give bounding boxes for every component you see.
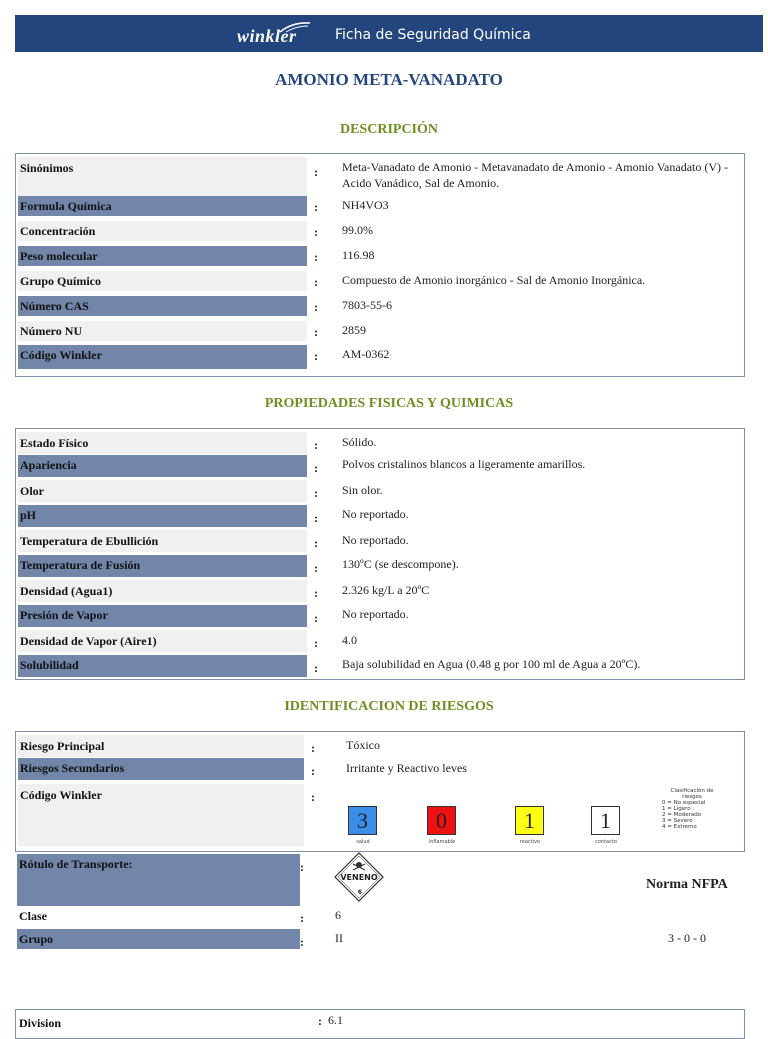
nfpa-contact-box: 1	[591, 806, 620, 835]
row-label: Densidad (Agua1)	[18, 580, 307, 602]
nfpa-flammability-caption: inflamable	[428, 839, 456, 845]
nfpa-health-box: 3	[348, 806, 377, 835]
row-colon: :	[314, 636, 318, 650]
row-label: Riesgo Principal	[18, 735, 304, 757]
row-value: 130ºC (se descompone).	[342, 557, 459, 571]
table-row	[18, 480, 743, 502]
table-row	[18, 321, 743, 341]
row-label: Código Winkler	[18, 345, 307, 369]
row-colon: :	[314, 349, 318, 363]
grupo-value: II	[335, 931, 343, 945]
table-row	[18, 784, 743, 846]
row-colon: :	[314, 438, 318, 452]
row-label: Apariencia	[18, 455, 307, 477]
row-value: 2.326 kg/L a 20ºC	[342, 583, 430, 597]
row-label: Formula Química	[18, 196, 307, 216]
row-value: Irritante y Reactivo leves	[346, 761, 467, 775]
row-label: Grupo Químico	[18, 271, 307, 291]
winkler-logo: winkler	[237, 26, 297, 46]
division-value: 6.1	[328, 1013, 343, 1027]
table-row	[18, 345, 743, 369]
section-title-propiedades: PROPIEDADES FISICAS Y QUIMICAS	[264, 396, 514, 411]
row-label: Código Winkler	[18, 784, 304, 846]
placard-text: VENENO	[340, 873, 378, 882]
row-colon: :	[314, 300, 318, 314]
row-label: Solubilidad	[18, 655, 307, 677]
nfpa-code: 3 - 0 - 0	[668, 931, 706, 945]
legend-line: 4 = Extremo	[662, 824, 697, 830]
row-label: Densidad de Vapor (Aire1)	[18, 630, 307, 652]
row-colon: :	[314, 536, 318, 550]
row-value: 4.0	[342, 633, 357, 647]
table-row	[18, 157, 743, 197]
legend-line: 1 = Ligero	[662, 806, 691, 812]
propiedades-table	[15, 428, 745, 680]
table-row	[18, 221, 743, 241]
legend-line: 2 = Moderado	[662, 812, 702, 818]
row-label: Número CAS	[18, 296, 307, 316]
row-value: 7803-55-6	[342, 298, 392, 312]
nfpa-flammability-box: 0	[427, 806, 456, 835]
row-value: Meta-Vanadato de Amonio - Metavanadato de Amonio - Amonio Vanadato (V) - Acido Vanádico, Sal de Amonio.	[342, 160, 729, 190]
row-label: Presión de Vapor	[18, 605, 307, 627]
row-colon: :	[314, 661, 318, 675]
table-row	[18, 196, 743, 216]
row-colon: :	[311, 741, 315, 755]
row-value: No reportado.	[342, 533, 409, 547]
row-value: Sin olor.	[342, 483, 383, 497]
legend-line: Clasificación de riesgos	[670, 788, 714, 800]
transport-colon: :	[300, 860, 304, 874]
row-colon: :	[314, 561, 318, 575]
row-label: pH	[18, 505, 307, 527]
nfpa-reactivity-caption: reactivo	[519, 839, 541, 845]
row-label: Concentración	[18, 221, 307, 241]
grupo-colon: :	[300, 935, 304, 949]
legend-line: 0 = No especial	[662, 800, 706, 806]
row-label: Temperatura de Ebullición	[18, 530, 307, 552]
row-value: Baja solubilidad en Agua (0.48 g por 100 ml de Agua a 20ºC).	[342, 657, 641, 671]
nfpa-contact-caption: contacto	[595, 839, 617, 845]
transport-label: Rótulo de Transporte:	[17, 854, 300, 906]
row-value: Polvos cristalinos blancos a ligeramente amarillos.	[342, 457, 586, 471]
row-value: No reportado.	[342, 507, 409, 521]
division-label: Division	[17, 1014, 300, 1028]
grupo-label: Grupo	[17, 929, 300, 949]
row-value: 2859	[342, 323, 366, 337]
row-colon: :	[314, 461, 318, 475]
division-colon: :	[318, 1014, 322, 1028]
table-row	[18, 296, 743, 316]
nfpa-reactivity-box: 1	[515, 806, 544, 835]
row-value: Tóxico	[346, 738, 380, 752]
row-colon: :	[314, 165, 318, 179]
norma-label: Norma NFPA	[646, 877, 728, 892]
row-colon: :	[314, 200, 318, 214]
table-row	[18, 455, 743, 477]
row-colon: :	[311, 764, 315, 778]
row-colon: :	[314, 225, 318, 239]
placard-number: 6	[357, 889, 363, 896]
row-colon: :	[314, 486, 318, 500]
row-value: AM-0362	[342, 347, 390, 361]
row-colon: :	[314, 511, 318, 525]
table-row	[18, 530, 743, 552]
risk-legend	[662, 788, 722, 830]
row-label: Número NU	[18, 321, 307, 341]
row-value: Sólido.	[342, 435, 377, 449]
row-colon: :	[314, 250, 318, 264]
header-title: Ficha de Seguridad Química	[335, 27, 531, 43]
table-row	[18, 432, 743, 454]
table-row	[18, 655, 743, 677]
row-value: Compuesto de Amonio inorgánico - Sal de Amonio Inorgánica.	[342, 273, 646, 287]
table-row	[18, 630, 743, 652]
descripcion-table	[15, 153, 745, 377]
nfpa-health-caption: salud	[356, 839, 370, 845]
clase-label: Clase	[17, 906, 300, 926]
document-title: AMONIO META-VANADATO	[275, 70, 503, 89]
row-label: Peso molecular	[18, 246, 307, 266]
row-colon: :	[314, 275, 318, 289]
legend-line: 3 = Severo	[662, 818, 693, 824]
row-label: Sinónimos	[18, 157, 307, 201]
row-value: 99.0%	[342, 223, 373, 237]
clase-value: 6	[335, 908, 341, 922]
table-row	[18, 555, 743, 577]
row-label: Riesgos Secundarios	[18, 758, 304, 780]
row-value: No reportado.	[342, 607, 409, 621]
table-row	[18, 758, 743, 780]
riesgos-table	[15, 731, 745, 852]
table-row	[18, 605, 743, 627]
table-row	[18, 505, 743, 527]
row-value: 116.98	[342, 248, 375, 262]
row-colon: :	[314, 325, 318, 339]
row-colon: :	[311, 790, 315, 804]
row-label: Olor	[18, 480, 307, 502]
section-title-riesgos: IDENTIFICACION DE RIESGOS	[284, 699, 494, 714]
table-row	[18, 735, 743, 757]
row-label: Estado Físico	[18, 432, 307, 454]
row-colon: :	[314, 611, 318, 625]
logo-swoosh-icon	[278, 20, 312, 34]
row-value: NH4VO3	[342, 198, 389, 212]
clase-colon: :	[300, 911, 304, 925]
table-row	[18, 271, 743, 291]
row-label: Temperatura de Fusión	[18, 555, 307, 577]
section-title-descripcion: DESCRIPCIÓN	[339, 122, 438, 137]
row-colon: :	[314, 586, 318, 600]
table-row	[18, 580, 743, 602]
table-row	[18, 246, 743, 266]
